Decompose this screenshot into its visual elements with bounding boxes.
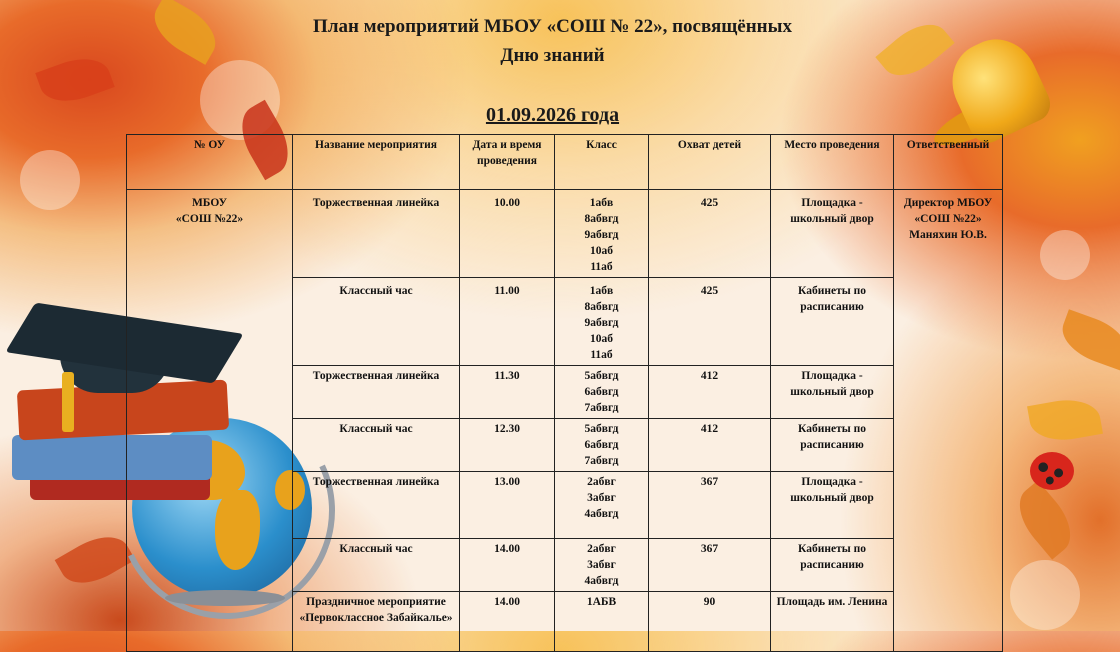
class-value: 9абвгд <box>584 317 619 329</box>
column-header-class: Класс <box>555 135 649 190</box>
place-line: Кабинеты по <box>798 543 866 555</box>
class-value: 1АБВ <box>586 596 617 608</box>
class-value: 9абвгд <box>584 229 619 241</box>
place-line: школьный двор <box>790 386 874 398</box>
page-title-line-2: Дню знаний <box>500 45 605 66</box>
event-cell: Торжественная линейка <box>293 472 460 539</box>
table-row <box>127 190 1003 278</box>
page-title-line-1: План мероприятий МБОУ «СОШ № 22», посвящённых <box>313 16 792 37</box>
event-cell: Классный час <box>293 539 460 592</box>
place-cell <box>771 539 894 592</box>
responsible-line: «СОШ №22» <box>914 213 982 225</box>
class-value: 1абв <box>589 285 614 297</box>
bokeh-circle <box>20 150 80 210</box>
count-cell: 90 <box>649 592 771 652</box>
bokeh-circle <box>1010 560 1080 630</box>
class-value: 8абвгд <box>584 213 619 225</box>
column-header-place: Место проведения <box>771 135 894 190</box>
class-value: 10аб <box>590 245 613 257</box>
class-cell <box>555 539 649 592</box>
class-value: 8абвгд <box>584 301 619 313</box>
table-header-row <box>127 135 1003 190</box>
autumn-leaf-icon <box>1055 309 1120 371</box>
event-date: 01.09.2026 года <box>485 104 620 126</box>
place-cell <box>771 366 894 419</box>
column-header-responsible: Ответственный <box>894 135 1003 190</box>
count-cell: 425 <box>649 278 771 366</box>
class-value: 4абвгд <box>584 575 619 587</box>
class-cell <box>555 419 649 472</box>
class-cell <box>555 472 649 539</box>
place-cell <box>771 419 894 472</box>
class-value: 11аб <box>590 261 613 273</box>
cap-tassel <box>62 372 74 432</box>
class-value: 3абвг <box>587 492 616 504</box>
class-cell <box>555 366 649 419</box>
schedule-table <box>126 134 1003 652</box>
time-cell: 11.30 <box>460 366 555 419</box>
column-header-event: Название мероприятия <box>293 135 460 190</box>
autumn-leaf-icon <box>1027 394 1103 446</box>
autumn-leaf-icon <box>1007 480 1083 559</box>
event-cell: Торжественная линейка <box>293 366 460 419</box>
column-header-count: Охват детей <box>649 135 771 190</box>
time-cell: 14.00 <box>460 539 555 592</box>
place-line: Кабинеты по <box>798 423 866 435</box>
column-header-time: Дата и время проведения <box>460 135 555 190</box>
event-line: Праздничное мероприятие <box>306 596 446 608</box>
time-cell: 12.30 <box>460 419 555 472</box>
class-value: 2абвг <box>587 543 616 555</box>
class-value: 7абвгд <box>584 455 619 467</box>
event-cell: Классный час <box>293 419 460 472</box>
count-cell: 367 <box>649 472 771 539</box>
count-cell: 425 <box>649 190 771 278</box>
place-cell <box>771 278 894 366</box>
class-value: 6абвгд <box>584 439 619 451</box>
time-cell: 11.00 <box>460 278 555 366</box>
class-value: 2абвг <box>587 476 616 488</box>
place-line: расписанию <box>800 439 864 451</box>
class-value: 10аб <box>590 333 613 345</box>
place-line: расписанию <box>800 559 864 571</box>
ladybug-icon <box>1030 452 1074 490</box>
bokeh-circle <box>1040 230 1090 280</box>
time-cell: 14.00 <box>460 592 555 652</box>
class-value: 11аб <box>590 349 613 361</box>
school-line: МБОУ <box>191 197 228 209</box>
place-line: школьный двор <box>790 492 874 504</box>
class-cell <box>555 190 649 278</box>
class-value: 5абвгд <box>584 370 619 382</box>
place-line: Площадь им. Ленина <box>776 596 888 608</box>
place-line: Площадка - <box>801 197 863 209</box>
count-cell: 412 <box>649 419 771 472</box>
place-line: Площадка - <box>801 370 863 382</box>
responsible-line: Директор МБОУ <box>903 197 993 209</box>
event-cell: Торжественная линейка <box>293 190 460 278</box>
class-cell <box>555 278 649 366</box>
class-value: 7абвгд <box>584 402 619 414</box>
responsible-cell <box>894 190 1003 652</box>
count-cell: 367 <box>649 539 771 592</box>
time-cell: 13.00 <box>460 472 555 539</box>
school-line: «СОШ №22» <box>175 213 244 225</box>
class-value: 5абвгд <box>584 423 619 435</box>
event-cell: Классный час <box>293 278 460 366</box>
place-line: школьный двор <box>790 213 874 225</box>
class-cell <box>555 592 649 652</box>
class-value: 4абвгд <box>584 508 619 520</box>
class-value: 3абвг <box>587 559 616 571</box>
class-value: 1абв <box>589 197 614 209</box>
school-cell <box>127 190 293 652</box>
event-cell <box>293 592 460 652</box>
place-cell <box>771 592 894 652</box>
responsible-line: Маняхин Ю.В. <box>909 229 987 241</box>
place-cell <box>771 472 894 539</box>
count-cell: 412 <box>649 366 771 419</box>
event-line: «Первоклассное Забайкалье» <box>299 612 453 624</box>
time-cell: 10.00 <box>460 190 555 278</box>
column-header-school: № ОУ <box>127 135 293 190</box>
class-value: 6абвгд <box>584 386 619 398</box>
place-line: расписанию <box>800 301 864 313</box>
place-cell <box>771 190 894 278</box>
place-line: Площадка - <box>801 476 863 488</box>
place-line: Кабинеты по <box>798 285 866 297</box>
